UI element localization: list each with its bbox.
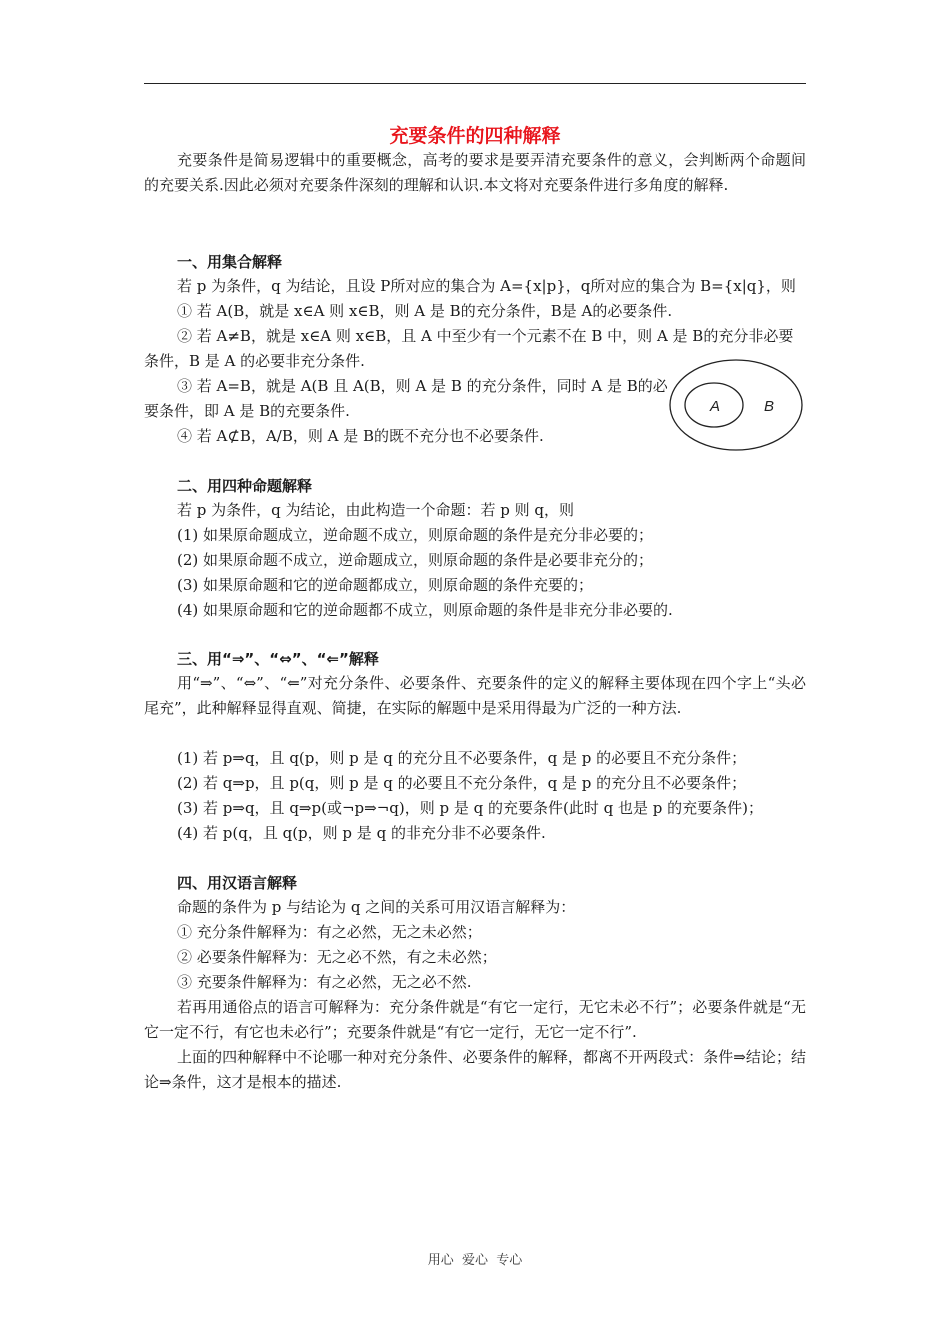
section2-line: (4) 如果原命题和它的逆命题都不成立，则原命题的条件是非充分非必要的. xyxy=(177,601,673,619)
section3-heading: 三、用“⇒”、“⇔”、“⇐”解释 xyxy=(177,650,379,668)
section2-line: (2) 如果原命题不成立，逆命题成立，则原命题的条件是必要非充分的； xyxy=(177,551,654,569)
section4-line: ② 必要条件解释为：无之必不然，有之未必然； xyxy=(177,948,497,966)
section2-heading: 二、用四种命题解释 xyxy=(177,477,313,495)
venn-diagram xyxy=(668,358,804,452)
section1-line: ① 若 A(B，就是 x∈A 则 x∈B，则 A 是 B的充分条件，B是 A的必要条件. xyxy=(177,302,673,320)
set-b-label: B xyxy=(764,398,775,415)
section1-line: ② 若 A≠B，就是 x∈A 则 x∈B，且 A 中至少有一个元素不在 B 中，则 A 是 B的充分非必要 xyxy=(177,327,794,345)
section1-line: 条件，B 是 A 的必要非充分条件. xyxy=(144,352,365,370)
page-footer: 用心 爱心 专心 xyxy=(427,1253,523,1268)
section3-line: (3) 若 p⇒q，且 q⇒p(或¬p⇒¬q)，则 p 是 q 的充要条件(此时 q 也是 p 的充要条件)； xyxy=(177,799,763,817)
section3-paragraph: 用“⇒”、“⇔”、“⇐”对充分条件、必要条件、充要条件的定义的解释主要体现在四个字上“头必尾充”，此种解释显得直观、简捷，在实际的解题中是采用得最为广泛的一种方法. xyxy=(144,674,806,717)
section4-conclusion: 上面的四种解释中不论哪一种对充分条件、必要条件的解释，都离不开两段式：条件⇒结论；结论⇒条件，这才是根本的描述. xyxy=(144,1048,806,1091)
section4-line: ① 充分条件解释为：有之必然，无之未必然； xyxy=(177,923,482,941)
section3-line: (4) 若 p(q，且 q(p，则 p 是 q 的非充分非不必要条件. xyxy=(177,824,546,842)
section1-heading: 一、用集合解释 xyxy=(177,253,283,271)
section2-line: (3) 如果原命题和它的逆命题都成立，则原命题的条件充要的； xyxy=(177,576,594,594)
intro-paragraph: 充要条件是简易逻辑中的重要概念，高考的要求是要弄清充要条件的意义，会判断两个命题间的充要关系.因此必须对充要条件深刻的理解和认识.本文将对充要条件进行多角度的解释. xyxy=(144,151,806,194)
section2-line: (1) 如果原命题成立，逆命题不成立，则原命题的条件是充分非必要的； xyxy=(177,526,654,544)
section4-line: ③ 充要条件解释为：有之必然，无之必不然. xyxy=(177,973,472,991)
section3-line: (2) 若 q⇒p，且 p(q，则 p 是 q 的必要且不充分条件，q 是 p 的充分且不必要条件； xyxy=(177,774,747,792)
section4-line: 命题的条件为 p 与结论为 q 之间的关系可用汉语言解释为： xyxy=(177,898,576,916)
section2-line: 若 p 为条件，q 为结论，由此构造一个命题：若 p 则 q，则 xyxy=(177,501,575,519)
set-b-outline xyxy=(670,360,802,450)
section1-line: ④ 若 A⊄B，A/B，则 A 是 B的既不充分也不必要条件. xyxy=(177,427,544,445)
section1-line: ③ 若 A=B，就是 A(B 且 A(B，则 A 是 B 的充分条件，同时 A 是 B的必 xyxy=(177,377,668,395)
section4-paragraph: 若再用通俗点的语言可解释为：充分条件就是“有它一定行，无它未必不行”；必要条件就是“无它一定不行，有它也未必行”；充要条件就是“有它一定行，无它一定不行”. xyxy=(144,998,806,1041)
section1-line: 要条件，即 A 是 B的充要条件. xyxy=(144,402,350,420)
page-title: 充要条件的四种解释 xyxy=(389,125,561,147)
section3-line: (1) 若 p⇒q，且 q(p，则 p 是 q 的充分且不必要条件，q 是 p 的必要且不充分条件； xyxy=(177,749,747,767)
section1-line: 若 p 为条件，q 为结论，且设 P所对应的集合为 A={x|p}，q所对应的集合为 B={x|q}，则 xyxy=(177,277,796,295)
section4-heading: 四、用汉语言解释 xyxy=(177,874,298,892)
set-a-label: A xyxy=(710,398,721,415)
header-rule xyxy=(144,83,806,84)
